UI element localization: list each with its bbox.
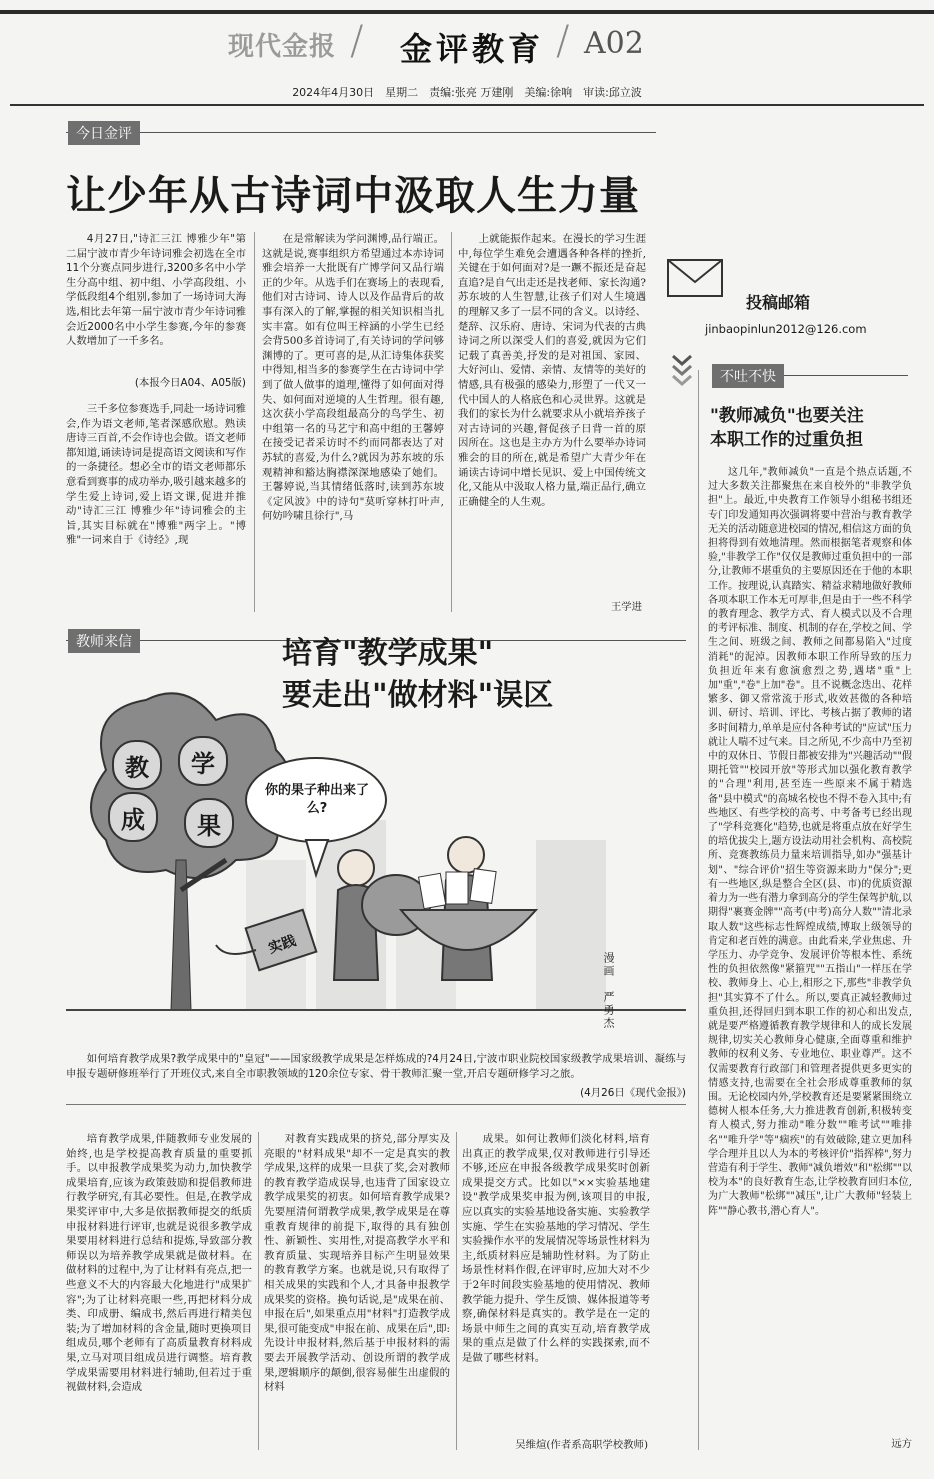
article-column: 成果。如何让教师们淡化材料,培育出真正的教学成果,仅对教师进行引导还不够,还应在申报各级教学成果奖时创新成果提交方式。比如以"××实验基地建设"教学成果奖申报为例,该项目的申报,应以真实的实验基地设备实施、实验教学实施、学生在实验基地的学习情况、学生实验操作水平的发展情况等场景性材料为主,纸质材料应是辅助性材料。为了防止场景性材料作假,在评审时,应加大对不少于2年时间段实验基地的使用情况、教师教学能力提升、学生反馈、媒体报道等考察,确保材料是真实的。教学是在一定的场景中师生之间的真实互动,培育教学成果的重点是做了什么样的实践探索,而不是做了哪些材料。 (462, 1133, 650, 1364)
caption-source: (4月26日《现代金报》) (580, 1087, 686, 1099)
watering-can-label: 实践 (266, 933, 299, 957)
article-column: 对教育实践成果的挤兑,部分厚实及亮眼的"材料成果"却不一定是真实的教学成果,这样的成果一旦获了奖,会对教师的教育教学造成误导,也违背了国家设立教学成果奖的初衷。如何培育教学成果?先要厘清何谓教学成果,教学成果是在尊重教育规律的前提下,取得的具有独创性、新颖性、实用性,对提高教学水平和教育质量、实现培养目标产生明显效果的教育教学方案。也就是说,只有取得了相关成果的实践和个人,才具备申报教学成果奖的资格。换句话说,是"成果在前、申报在后",如果重点用"材料"打造教学成果,很可能变成"申报在前、成果在后",即:先设计申报材料,然后基于申报材料的需要去开展教学活动、创设所谓的教学成果,逻辑顺序的颠倒,很容易催生出虚假的材料 (264, 1133, 450, 1394)
page-number: A02 (584, 26, 644, 61)
envelope-icon (666, 258, 724, 298)
headline: "教师减负"也要关注 (710, 406, 864, 426)
chevron-down-icon (670, 352, 694, 388)
lead-paragraph: 4月27日,"诗汇三江 博雅少年"第二届宁波市青少年诗词雅会初选在全市11个分赛点同步进行,3200多名中小学生分高中组、初中组、小学高段组、小学低段组4个组别,参加了一场诗词大海选,相比去年第一届宁波市青少年诗词雅会近2000名中小学生参赛,今年的参赛人数增加了一千多名。 (66, 233, 246, 348)
image-caption: 如何培育教学成果?教学成果中的"皇冠"——国家级教学成果是怎样炼成的?4月24日,宁波市职业院校国家级教学成果培训、凝练与申报专题研修班举行了开班仪式,来自全市职教领域的120余位专家、骨干教师汇聚一堂,开启专题研修学习之旅。 (66, 1053, 686, 1080)
column-rule (698, 370, 699, 1450)
fruit-label: 成 (108, 792, 158, 842)
article-column: 上就能振作起来。在漫长的学习生涯中,每位学生难免会遭遇各种各样的挫折,关键在于如何面对?是一蹶不振还是奋起直追?是自气出走还是找老师、家长沟通?苏东坡的人生智慧,让孩子们对人生境遇的理解又多了一层不同的含义。以诗经、楚辞、汉乐府、唐诗、宋词为代表的古典诗词之所以深受人们的喜爱,就因为它们记载了真善美,抒发的是对祖国、家园、大好河山、爱情、亲情、友情等的美好的情感,具有极强的感染力,形塑了一代又一代中国人的人格底色和心灵世界。这就是我们的家长为什么就要求从小就培养孩子对古诗词的兴趣,督促孩子日背一首的原因所在。这也是主办方为什么要举办诗词雅会的目的所在,就是希望广大青少年在诵读古诗词中增长见识、爱上中国传统文化,又能从中汲取人格力量,端正品行,确立正确健全的人生观。 (458, 233, 646, 508)
column-tag: 教师来信 (68, 629, 140, 653)
speech-bubble-text: 你的果子种出来了么? (264, 783, 369, 816)
fruit-label: 果 (184, 798, 234, 848)
headline: 培育"教学成果" (282, 636, 494, 671)
headline: 要走出"做材料"误区 (282, 678, 554, 713)
cartoon-illustration (66, 690, 686, 1040)
column-rule (258, 1132, 259, 1450)
mailbox-email: jinbaopinlun2012@126.com (705, 322, 867, 336)
article-column: 培育教学成果,伴随教师专业发展的始终,也是学校提高教育质量的重要抓手。以申报教学成果奖为动力,加快教学成果培育,应该为政策鼓励和提倡教师进行教学研究,有其必要性。但是,在教学成果奖评审中,大多是依据教师提交的纸质申报材料进行评审,也就是说很多教学成果要用材料进行总结和提炼,导致部分教师误以为培养教学成果就是做材料。在做材料的过程中,为了让材料有亮点,把一些意义不大的内容最大化地进行"成果扩容";为了让材料亮眼一些,再把材料分成类、印成册、编成书,然后再进行精美包装;为了增加材料的含金量,随时更换项目组成员,哪个老师有了高质量教育材料成果,立马对项目组成员进行调整。培育教学成果需要用材料进行辅助,但若过于重视做材料,会造成 (66, 1133, 252, 1394)
fruit-label: 教 (112, 740, 162, 790)
byline: 吴维煊(作者系高职学校教师) (515, 1439, 648, 1451)
caption-rule (66, 1104, 686, 1105)
article-column: 三千多位参赛选手,同赴一场诗词雅会,作为语文老师,笔者深感欣慰。熟读唐诗三百首,不会作诗也会做。语文老师都知道,诵读诗词是提高语文阅读和写作的一条捷径。想必全市的语文老师都乐意看到赛事的成功举办,吸引越来越多的学生爱上诗词,爱上语文课,促进并推动"诗汇三江 博雅少年"诗词雅会的主旨,其实目标就在"博雅"两字上。"博雅"一词来自于《诗经》,现 (66, 403, 246, 547)
masthead-divider: / (350, 18, 364, 64)
column-rule (456, 1132, 457, 1450)
mailbox-title: 投稿邮箱 (746, 293, 811, 312)
article-column: 这几年,"教师减负"一直是个热点话题,不过大多数关注都聚焦在来自校外的"非教学负担"上。最近,中央教育工作领导小组秘书组还专门印发通知再次强调将要中营治与教育教学无关的活动随意进校园的情况,相信这方面的负担将得到有效地清理。然而根据笔者观察和体验,"非教学工作"仅仅是教师过重负担中的一部分,让教师不堪重负的主要原因还在于他的本职工作。按理说,认真踏实、精益求精地做好教师各项本职工作本无可厚非,但是由于一些不科学的教育理念、教学方式、育人模式以及不合理的考评标准、制度、机制的存在,学校之间、学生之间、班级之间、教师之间都易陷入"过度消耗"的泥淖。因教师本职工作所导致的压力负担近年来有愈演愈烈之势,遇堵"重"上加"重","卷"上加"卷"。且不说概念迭出、花样繁多、御又常常流于形式,收效甚微的各种培训、研讨、培训、评比、考核占据了教师的诸多时间精力,单单是应付各种考试的"应试"压力就让人喘不过气来。目之所见,不少高中乃至初中的双休日、节假日都被安排为"兴趣活动""假期托管""校园开放"等形式加以强化教育教学的"合理"利用,甚至连一些原来不属于精选备"县中模式"的高城名校也不得不卷入其中;有些地区、有些学校的高考、中考备考已经出现了"学科竞赛化"趋势,也就是将重点放在好学生的培优拔尖上,题方设法动用社会机构、高校院所、竞赛教练员力量来培训指导,如办"强基计划"、"综合评价"招生等资源来助力"保分";更有一些地区,纵是整合全区(县、市)的优质资源着力为一些有潜力拿到高分的学生保驾护航,以期得"裹赛金牌""高考(中考)高分人数""清北录取人数"这些标志性辉煌成绩,博取上级领导的肯定和老百姓的满意。由此看来,学业焦虑、升学压力、办学竞争、发展评价等根本性、系统性的负担依然像"紧箍咒""五指山"一样压在学校、教师身上、心上,相形之下,那些"非教学负担"其实算不了什么。所以,要真正减轻教师过重负担,还得回归到本职工作的初心和出发点,就是要严格遵循教育教学规律和人的成长发展规律,切实关心教师身心健康,全面尊重和维护教师的权利义务、专业地位、职业尊严。这不仅需要教育行政部门和管理者提供更多更实的情感支持,也需要在全社会形成尊重教师的氛围。无论校园内外,学校教育还是要紧紧围绕立德树人根本任务,大力推进教育创新,积极转变育人模式,努力推动"唯分数""唯考试""唯排名""唯升学"等"痼疾"的有效破除,建立更加科学合理并且以人为本的考核评价"指挥棒",努力营造有利于学生、教师"减负增效"和"松绑""以校为本"的良好教育生态,让学校教育回归本位,为广大教师"松绑""减压",让广大教师"轻装上阵""静心教书,潜心育人"。 (708, 467, 912, 1217)
newspaper-brand: 现代金报 (228, 32, 337, 62)
section-title: 金评教育 (400, 30, 545, 68)
headline: 本职工作的过重负担 (710, 430, 863, 450)
column-tag: 今日金评 (68, 121, 140, 145)
headline: 让少年从古诗词中汲取人生力量 (66, 173, 640, 219)
tag-rule (66, 132, 656, 133)
fruit-label: 学 (178, 736, 228, 786)
byline: 远方 (891, 1438, 912, 1450)
dateline: 2024年4月30日 星期二 责编:张亮 万建刚 美编:徐响 审读:邱立波 (292, 86, 642, 99)
byline: 王学进 (610, 601, 642, 613)
column-rule (451, 232, 452, 612)
top-rule (0, 10, 934, 14)
dateline-rule (10, 104, 924, 106)
column-rule (254, 232, 255, 612)
masthead-divider: / (556, 18, 570, 64)
lead-source: (本报今日A04、A05版) (134, 377, 246, 389)
column-tag: 不吐不快 (712, 364, 784, 388)
article-column: 在是常解读为学问渊博,品行端正。这就是说,赛事组织方希望通过本赤诗词雅会培养一大批既有广博学问又品行端正的少年。从选手们在赛场上的表现看,他们对古诗词、诗人以及作品背后的故事有深入的了解,掌握的相关知识相当扎实丰富。如有位叫王梓涵的小学生已经会背500多首诗词了,有关诗词的学问够渊博的了。更可喜的是,从汇诗集体获奖中得知,相当多的参赛学生在古诗词中学到了做人做事的道理,懂得了如何面对得失、如何面对逆境的人生哲理。很有趣,这次获小学高段组最高分的鸟学生、初中组第一名的马艺宁和高中组的王馨婷在接受记者采访时不约而同都表达了对苏轼的喜爱,为什么?就因为苏东坡的乐观精神和豁达胸襟深深地感染了她们。王馨婷说,当其情绪低落时,读到苏东坡《定风波》中的诗句"莫听穿林打叶声,何妨吟啸且徐行",马 (262, 233, 444, 523)
illustration-credit: 漫画 严勇杰 (602, 952, 615, 1030)
